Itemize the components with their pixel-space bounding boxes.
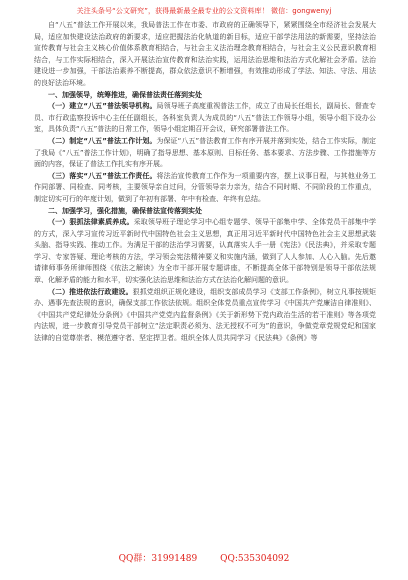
footer bbox=[0, 551, 408, 564]
subsection-paragraph bbox=[34, 171, 376, 206]
footer-qq-group: QQ群：31991489 bbox=[118, 554, 198, 564]
subsection-paragraph bbox=[34, 101, 376, 136]
footer-qq-number: QQ:535304092 bbox=[220, 554, 290, 564]
subsection-title: （二）制定“八五”普法工作计划。 bbox=[48, 136, 157, 145]
subsection-text: 狠抓党组织正规化建设，组织支部成员学习《支部工作条例》，树立凡事按规矩办、遇事先查法规的意识，确保支部工作依法依规。组织全体党员重点宣传学习《中国共产党廉洁自律准则》、《中国共产党纪律处分条例》《中国共产党党内监督条例》《关于新形势下党内政治生活的若干准则》等各项党内法规，进一步教育引导党员干部树立“法定职责必须为、法无授权不可为”的意识，争做党章党规党纪和国家法律的自觉尊崇者、模范遵守者、坚定捍卫者。组织全体人员共同学习《民法典》《条例》等 bbox=[34, 287, 377, 343]
section-heading: 一、加强领导，统筹推进，确保普法责任落到实处 bbox=[48, 90, 202, 99]
subsection-title: （一）狠抓法律素质养成。 bbox=[48, 218, 134, 227]
subsection-title: （三）落实“八五”普法工作责任。 bbox=[48, 171, 157, 180]
subsection-paragraph bbox=[34, 136, 376, 171]
section-heading: 二、加强学习，强化措施，确保普法宣传落到实处 bbox=[48, 206, 202, 215]
subsection-text: 为保证“八五”普法教育工作有序开展并落到实处，结合工作实际，制定了我局《“八五”普法工作计划》，明确了指导思想、基本原则、目标任务、基本要求、方法步骤、工作措施等方面的内容，保证了普法工作扎实有序开展。 bbox=[34, 136, 376, 169]
header-banner: 关注头条号“公文研究”，获得最新最全最专业的公文资料库！ 微信：gongwenyj bbox=[76, 7, 332, 15]
subsection-paragraph bbox=[34, 217, 376, 287]
subsection-title: （一）建立“八五”普法领导机构。 bbox=[48, 102, 157, 111]
subsection-title: （二）推进依法行政建设。 bbox=[48, 287, 133, 296]
subsection-text: 采取领导班子理论学习中心组专题学、领导干部集中学、全体党员干部集中学的方式，深入学习宣传习近平新时代中国特色社会主义思想，真正用习近平新时代中国特色社会主义思想武装头脑、指导实践、推动工作。为满足干部的法治学习需要，认真落实人手一册《宪法》《民法典》，并采取专题学习、专家答疑、理论考核的方法，学习领会宪法精神要义和实施内涵，做到了人人参加、人心入脑。先后邀请律师事务所律师围绕《依法之解读》为全市干部开展专题讲座，不断提高全体干部特别是领导干部依法规章、化解矛盾的能力和水平，切实强化法治思维和法治方式在法治化解问题的意识。 bbox=[34, 218, 377, 285]
subsection-paragraph bbox=[34, 287, 376, 345]
subsection-text: 局领导班子高度重视普法工作，成立了由局长任组长，副局长、督查专员、市行政监察投诉中心主任任副组长，各科室负责人为成员的“八五”普法工作领导小组，领导小组下设办公室，具体负责“八五”普法的日常工作，领导小组定期召开会议，研究部署普法工作。 bbox=[34, 102, 377, 134]
subsection-text: 将法治宣传教育工作作为一项重要内容，摆上议事日程，与其他业务工作同部署、同检查、同考核，主要领导亲自过问，分管领导亲力亲为，结合不同时期、不同阶段的工作重点，制定切实可行的年度计划，做到了年初有部署、年中有检查、年终有总结。 bbox=[34, 171, 377, 203]
document-body bbox=[34, 20, 376, 345]
body-paragraph: 自“八五”普法工作开展以来，我局普法工作在市委、市政府的正确领导下，紧紧围绕全市经济社会发展大局，适应加快建设法治政府的新要求，适应把握法治化轨道的新目标，适应干部学法用法的新需要，坚持法治宣传教育与社会主义核心价值体系教育相结合，与社会主义法治理念教育相结合，与社会主义公民意识教育相结合，与工作实际相结合，深入开展法治宣传教育和法治实践，运用法治思维和法治方式化解社会矛盾。法治建设进一步加强，干部法治素养不断提高，群众依法意识不断增强，有效推动形成了学法、知法、守法、用法的良好法治环境。 bbox=[34, 21, 376, 87]
